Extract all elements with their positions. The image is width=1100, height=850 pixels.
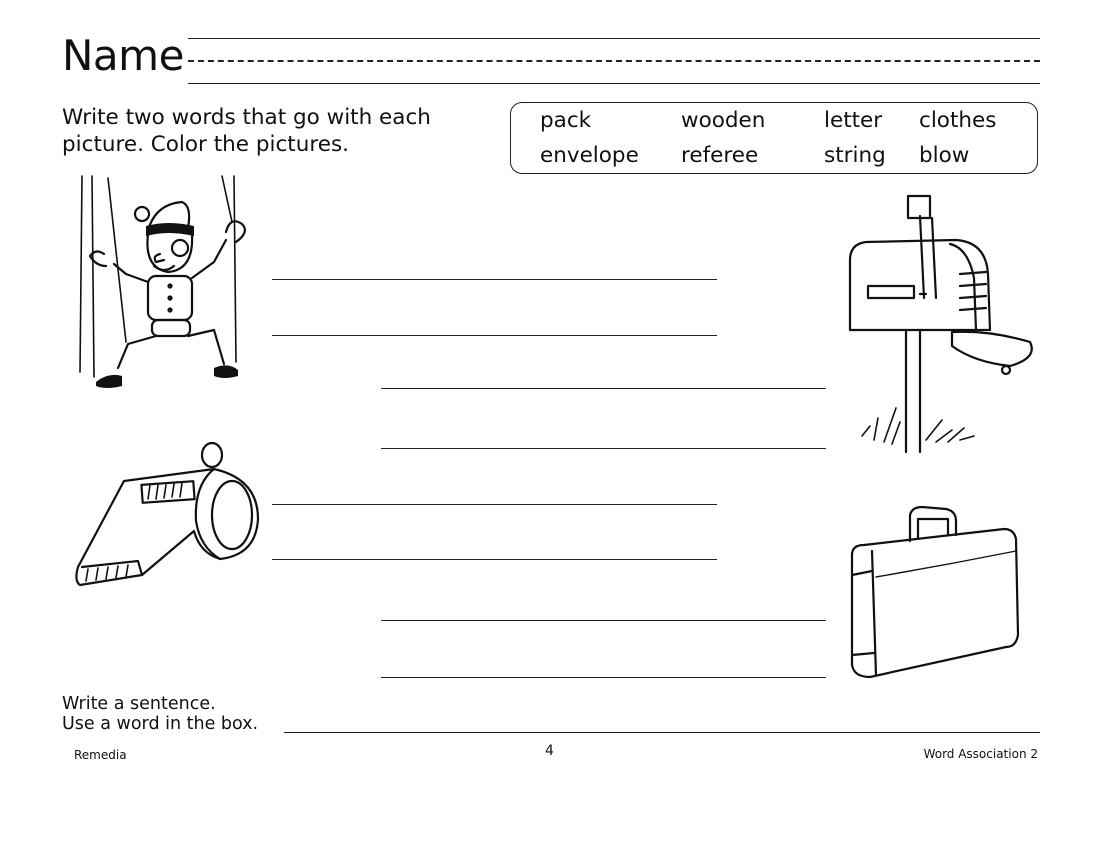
word-blow: blow [919, 143, 970, 168]
sentence-prompt-line-1: Write a sentence. [62, 694, 216, 714]
whistle-word-line-1[interactable] [272, 504, 717, 505]
suitcase-word-line-1[interactable] [381, 620, 826, 621]
word-clothes: clothes [919, 108, 997, 133]
sentence-prompt [62, 694, 258, 734]
footer-title: Word Association 2 [923, 747, 1038, 761]
mailbox-word-line-1[interactable] [381, 388, 826, 389]
suitcase-word-line-2[interactable] [381, 677, 826, 678]
name-label: Name [62, 31, 184, 80]
whistle-picture [72, 435, 262, 595]
word-string: string [824, 143, 886, 168]
whistle-word-line-2[interactable] [272, 559, 717, 560]
word-wooden: wooden [681, 108, 766, 133]
puppet-picture [56, 172, 261, 397]
word-referee: referee [681, 143, 759, 168]
page-number: 4 [545, 743, 554, 759]
word-envelope: envelope [540, 143, 639, 168]
sentence-prompt-line-2: Use a word in the box. [62, 714, 259, 734]
instructions-line-2: picture. Color the pictures. [62, 132, 349, 157]
puppet-word-line-2[interactable] [272, 335, 717, 336]
puppet-word-line-1[interactable] [272, 279, 717, 280]
name-write-lines[interactable] [188, 38, 1040, 86]
word-pack: pack [540, 108, 592, 133]
footer-publisher: Remedia [74, 748, 127, 762]
instructions [62, 104, 431, 158]
instructions-line-1: Write two words that go with each [62, 105, 431, 130]
suitcase-picture [846, 505, 1024, 683]
sentence-line[interactable] [284, 732, 1040, 733]
mailbox-picture [840, 190, 1045, 458]
word-letter: letter [824, 108, 883, 133]
mailbox-word-line-2[interactable] [381, 448, 826, 449]
